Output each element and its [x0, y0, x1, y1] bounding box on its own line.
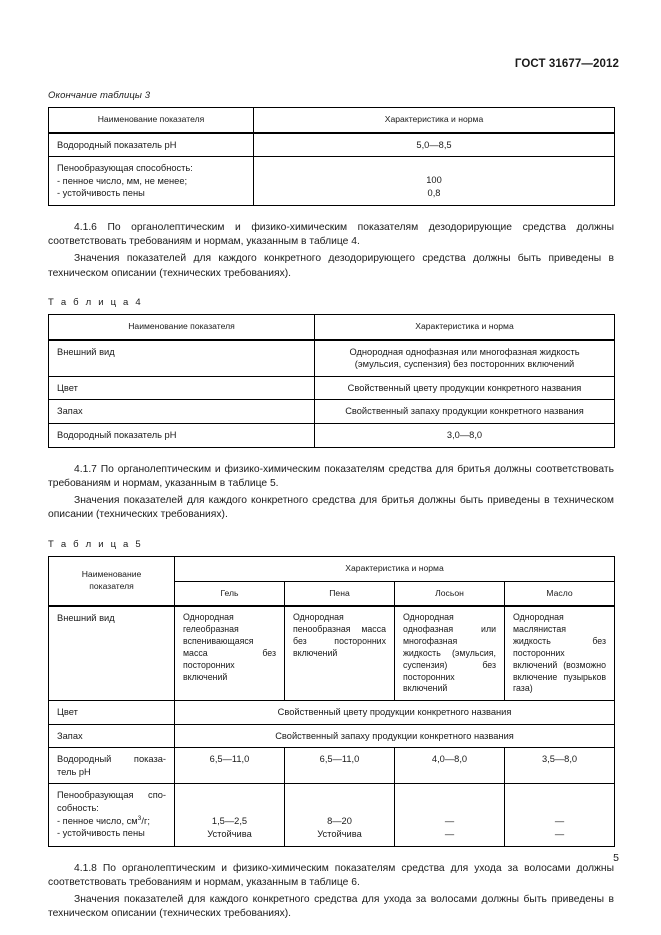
table3-col-header-name: Наименование показателя	[49, 108, 254, 133]
table-3	[48, 107, 615, 206]
table4-caption: Т а б л и ц а 4	[48, 297, 143, 309]
table5-row3-lotion: 4,0—8,0	[395, 748, 505, 784]
paragraph-block-418	[48, 862, 614, 922]
table5-row4-foam	[285, 784, 395, 846]
table-4	[48, 314, 615, 447]
table-row	[49, 340, 615, 377]
table5-row4-oil-v2: —	[554, 829, 565, 840]
table5-row4-gel-v2: Устойчива	[207, 829, 252, 840]
table3-row1-values	[254, 157, 615, 206]
table3-row1-name-sub1: - пенное число, мм, не менее;	[57, 175, 188, 186]
table4-row1-name: Цвет	[49, 376, 315, 400]
table-row	[49, 606, 615, 701]
table5-subcol-oil: Масло	[505, 581, 615, 606]
paragraph-block-416	[48, 221, 614, 281]
table-row	[49, 376, 615, 400]
table5-row3-name	[49, 748, 175, 784]
table5-row0-name: Внешний вид	[49, 606, 175, 701]
table5-row4-foam-v1: 8—20	[327, 816, 352, 827]
table5-group-header: Характеристика и норма	[175, 556, 615, 581]
para-416-line2: Значения показателей для каждого конкретного дезодорирующего средства должны быть приведены в техническом описании (технических требованиях).	[48, 253, 614, 279]
table3-row1-value2: 0,8	[427, 187, 441, 198]
table5-row4-lotion-v2: —	[444, 829, 455, 840]
table5-row4-name-lead1: Пенообразующая спо-	[57, 790, 166, 801]
table5-caption: Т а б л и ц а 5	[48, 538, 143, 550]
table5-row0-gel: Однородная гелеобразная вспенивающаяся масса без посторонних включений	[175, 606, 285, 701]
para-418-line2: Значения показателей для каждого конкретного средства для ухода за волосами должны быть приведены в техническом описании (технических требованиях).	[48, 893, 614, 920]
table5-row3-name-line1: Водородный показа-	[57, 754, 166, 765]
table5-row0-oil: Однородная маслянистая жидкость без посторонних включений (возможно включение пузырьков газа)	[505, 606, 615, 701]
table4-row2-value: Свойственный запаху продукции конкретного названия	[315, 400, 615, 424]
table5-row3-name-line2: тель рН	[57, 766, 91, 777]
page-content	[48, 90, 614, 935]
page-number: 5	[613, 852, 619, 864]
document-standard-header: ГОСТ 31677—2012	[514, 58, 619, 70]
table5-row4-oil	[505, 784, 615, 846]
table5-row4-lotion-v1: —	[444, 816, 455, 827]
table-row	[49, 157, 615, 206]
table3-caption: Окончание таблицы 3	[48, 90, 151, 101]
table5-row0-lotion: Однородная однофазная или многофазная жидкость (эмульсия, суспензия) без посторонних включений	[395, 606, 505, 701]
table5-row4-name-sub1	[57, 815, 166, 828]
table5-subcol-gel: Гель	[175, 581, 285, 606]
paragraph-block-417	[48, 463, 614, 523]
table4-row3-name: Водородный показатель рН	[49, 424, 315, 448]
table5-subcol-foam: Пена	[285, 581, 395, 606]
table3-row0-name: Водородный показатель рН	[49, 133, 254, 157]
table-row	[49, 784, 615, 846]
table-row	[49, 424, 615, 448]
table5-col-header-name-line1: Наименование	[81, 569, 142, 580]
table5-row0-foam: Однородная пенообразная масса без посторонних включений	[285, 606, 395, 701]
table5-row4-name-lead2: собность:	[57, 803, 99, 814]
table5-col-header-name	[49, 556, 175, 606]
table3-header-row	[49, 108, 615, 133]
table4-col-header-name: Наименование показателя	[49, 315, 315, 340]
para-416-line1: 4.1.6 По органолептическим и физико-химическим показателям дезодорирующие средства должны соответствовать требованиям и нормам, указанным в таблице 4.	[48, 221, 614, 248]
table4-row0-value-line1: Однородная однофазная или многофазная жидкость	[349, 346, 580, 357]
table5-row4-name-sub1-pre: - пенное число, см	[57, 815, 138, 826]
para-417-line2: Значения показателей для каждого конкретного средства для бритья должны быть приведены в техническом описании (технических требованиях).	[48, 494, 614, 521]
para-418-line1: 4.1.8 По органолептическим и физико-химическим показателям средства для ухода за волосами должны соответствовать требованиям и нормам, указанным в таблице 6.	[48, 862, 614, 889]
table-5	[48, 556, 615, 847]
para-417-line1: 4.1.7 По органолептическим и физико-химическим показателям средства для бритья должны соответствовать требованиям и нормам, указанным в таблице 5.	[48, 463, 614, 490]
table4-row0-name: Внешний вид	[49, 340, 315, 377]
table-row	[49, 400, 615, 424]
table3-row1-value1: 100	[426, 175, 442, 186]
table5-row2-name: Запах	[49, 724, 175, 748]
table3-row0-value: 5,0—8,5	[254, 133, 615, 157]
table-row	[49, 724, 615, 748]
table5-row4-foam-v2: Устойчива	[317, 829, 362, 840]
table5-row4-name	[49, 784, 175, 846]
table-row	[49, 133, 615, 157]
table4-row2-name: Запах	[49, 400, 315, 424]
table-row	[49, 748, 615, 784]
table5-header-row-top	[49, 556, 615, 581]
table5-row3-oil: 3,5—8,0	[505, 748, 615, 784]
table4-row0-value-line2: (эмульсия, суспензия) без посторонних включений	[354, 359, 575, 370]
table5-row3-foam: 6,5—11,0	[285, 748, 395, 784]
table4-col-header-value: Характеристика и норма	[315, 315, 615, 340]
table3-row1-name	[49, 157, 254, 206]
table5-row4-name-sub2: - устойчивость пены	[57, 828, 145, 839]
table5-row4-name-sub1-post: /г;	[141, 815, 150, 826]
table4-row1-value: Свойственный цвету продукции конкретного названия	[315, 376, 615, 400]
table5-row1-name: Цвет	[49, 701, 175, 725]
table5-col-header-name-line2: показателя	[89, 581, 134, 592]
table3-col-header-value: Характеристика и норма	[254, 108, 615, 133]
table5-row4-name-sub1-sup: 3	[137, 814, 142, 822]
table3-row1-name-lead: Пенообразующая способность:	[57, 163, 193, 174]
table5-row4-oil-v1: —	[554, 816, 565, 827]
table5-row3-gel: 6,5—11,0	[175, 748, 285, 784]
table4-row3-value: 3,0—8,0	[315, 424, 615, 448]
table5-row1-value: Свойственный цвету продукции конкретного названия	[175, 701, 615, 725]
table4-header-row	[49, 315, 615, 340]
table5-row4-gel-v1: 1,5—2,5	[211, 816, 248, 827]
table5-subcol-lotion: Лосьон	[395, 581, 505, 606]
table-row	[49, 701, 615, 725]
table5-row4-lotion	[395, 784, 505, 846]
table5-row4-gel	[175, 784, 285, 846]
table3-row1-name-sub2: - устойчивость пены	[57, 188, 145, 199]
table4-row0-value	[315, 340, 615, 377]
table5-row2-value: Свойственный запаху продукции конкретного названия	[175, 724, 615, 748]
